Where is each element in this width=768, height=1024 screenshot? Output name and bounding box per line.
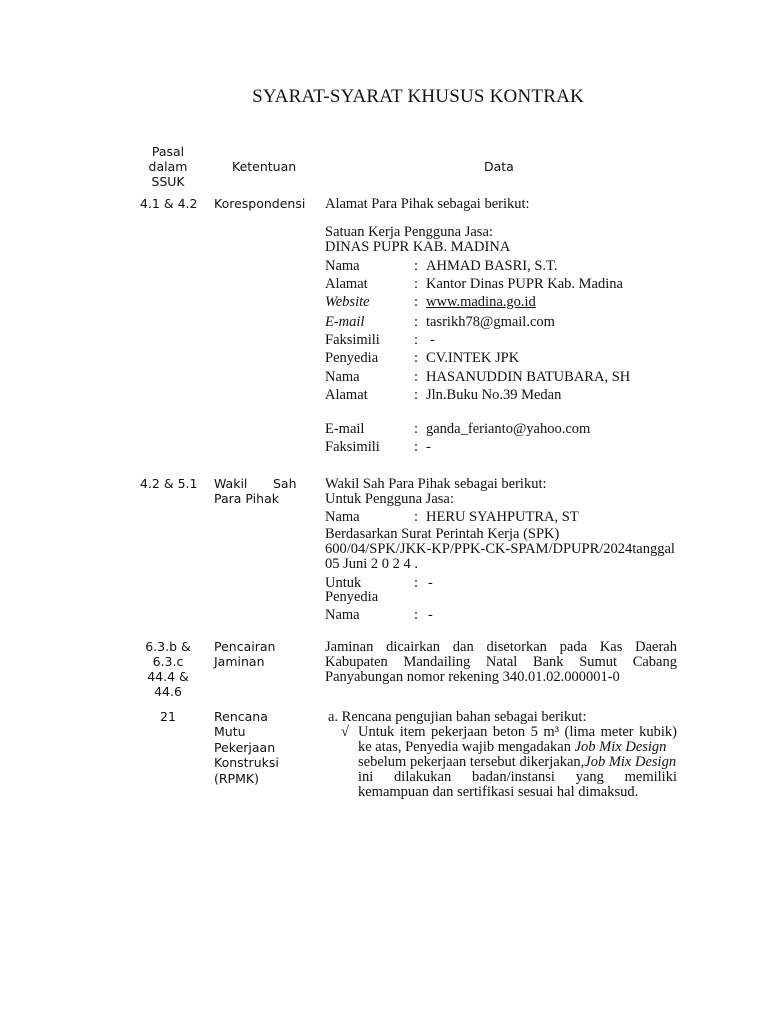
header-ketentuan: Ketentuan xyxy=(232,159,297,174)
field-value: - xyxy=(428,607,433,623)
field-colon: : xyxy=(414,350,419,366)
header-pasal-line: Pasal xyxy=(151,144,185,159)
page-title: SYARAT-SYARAT KHUSUS KONTRAK xyxy=(252,86,584,107)
field-label: E-mail xyxy=(325,314,365,330)
field-value: HASANUDDIN BATUBARA, SH xyxy=(426,369,631,385)
field-label: Untuk xyxy=(325,575,362,591)
field-value: CV.INTEK JPK xyxy=(426,350,520,366)
field-label: Nama xyxy=(325,509,360,525)
field-value: Jln.Buku No.39 Medan xyxy=(426,387,562,403)
field-value: - xyxy=(430,332,435,348)
plan-italic: Job Mix Design xyxy=(584,754,677,770)
field-label: Nama xyxy=(325,258,360,274)
pasal-cell: 4.2 & 5.1 xyxy=(140,476,198,491)
field-label: Nama xyxy=(325,607,360,623)
ketentuan-line: Rencana xyxy=(214,709,268,724)
data-intro: Wakil Sah Para Pihak sebagai berikut: xyxy=(325,476,547,492)
plan-text: sebelum pekerjaan tersebut dikerjakan, xyxy=(358,754,585,770)
field-label: Nama xyxy=(325,369,360,385)
field-colon: : xyxy=(414,276,419,292)
pasal-cell: 21 xyxy=(160,709,176,724)
pasal-line: 6.3.b & xyxy=(145,639,191,654)
website-link[interactable]: www.madina.go.id xyxy=(426,294,536,310)
field-colon: : xyxy=(414,258,419,274)
field-value: ganda_ferianto@yahoo.com xyxy=(426,421,591,437)
plan-text: ke atas, Penyedia wajib mengadakan xyxy=(358,739,575,755)
field-colon: : xyxy=(414,509,419,525)
ketentuan-cell: Para Pihak xyxy=(214,491,279,506)
field-colon: : xyxy=(414,439,419,455)
field-label: Website xyxy=(325,294,370,310)
header-data: Data xyxy=(484,159,514,174)
spk-line: 05 Juni 2 0 2 4 . xyxy=(325,556,419,572)
field-value: - xyxy=(426,439,431,455)
field-value: HERU SYAHPUTRA, ST xyxy=(426,509,579,525)
field-value: Kantor Dinas PUPR Kab. Madina xyxy=(426,276,623,292)
pasal-line: 44.6 xyxy=(154,684,182,699)
field-value: - xyxy=(428,575,433,591)
field-label: Penyedia xyxy=(325,350,379,366)
plan-italic: Job Mix Design xyxy=(574,739,667,755)
ketentuan-cell xyxy=(214,639,275,669)
spk-line: Berdasarkan Surat Perintah Kerja (SPK) xyxy=(325,526,560,542)
field-label: Alamat xyxy=(325,387,368,403)
checkmark-icon: √ xyxy=(341,724,349,740)
field-colon: : xyxy=(414,294,419,310)
ketentuan-line: (RPMK) xyxy=(214,770,259,786)
ketentuan-line: Pekerjaan xyxy=(214,739,276,755)
plan-line: kemampuan dan sertifikasi sesuai hal dimaksud. xyxy=(358,784,639,800)
field-value: AHMAD BASRI, S.T. xyxy=(426,258,558,274)
plan-line xyxy=(358,739,666,755)
plan-line: ini dilakukan badan/instansi yang memiliki xyxy=(358,769,677,785)
ketentuan-cell: Sah xyxy=(273,476,297,491)
plan-item-a: a. Rencana pengujian bahan sebagai berikut: xyxy=(328,709,587,725)
ketentuan-cell xyxy=(214,709,279,786)
ketentuan-line: Jaminan xyxy=(214,654,265,669)
field-colon: : xyxy=(414,421,419,437)
field-colon: : xyxy=(414,314,419,330)
data-line: Kabupaten Mandailing Natal Bank Sumut Cabang xyxy=(325,654,677,670)
plan-line xyxy=(358,754,676,770)
spk-line: 600/04/SPK/JKK-KP/PPK-CK-SPAM/DPUPR/2024tanggal xyxy=(325,541,675,557)
satker-label: Satuan Kerja Pengguna Jasa: xyxy=(325,224,493,240)
field-value: tasrikh78@gmail.com xyxy=(426,314,555,330)
ketentuan-line: Pencairan xyxy=(214,639,276,654)
field-label: Faksimili xyxy=(325,439,380,455)
data-line: Jaminan dicairkan dan disetorkan pada Kas Daerah xyxy=(325,639,677,655)
field-colon: : xyxy=(414,332,419,348)
plan-line: Untuk item pekerjaan beton 5 m³ (lima meter kubik) xyxy=(358,724,677,740)
pasal-line: 44.4 & xyxy=(147,669,189,684)
pasal-cell xyxy=(136,639,200,699)
field-colon: : xyxy=(414,369,419,385)
ketentuan-cell: Wakil xyxy=(214,476,248,491)
field-colon: : xyxy=(414,387,419,403)
field-colon: : xyxy=(414,575,419,591)
field-label: E-mail xyxy=(325,421,365,437)
data-intro: Alamat Para Pihak sebagai berikut: xyxy=(325,196,530,212)
field-colon: : xyxy=(414,607,419,623)
ketentuan-cell: Korespondensi xyxy=(214,196,306,211)
pasal-line: 6.3.c xyxy=(152,654,184,669)
header-pasal-line: dalam xyxy=(148,159,188,174)
satker-name: DINAS PUPR KAB. MADINA xyxy=(325,239,511,255)
ketentuan-line: Mutu xyxy=(214,724,246,740)
field-label: Alamat xyxy=(325,276,368,292)
header-pasal-line: SSUK xyxy=(151,174,185,189)
field-label: Faksimili xyxy=(325,332,380,348)
field-label: Penyedia xyxy=(325,589,379,605)
pasal-cell: 4.1 & 4.2 xyxy=(140,196,198,211)
data-line: Untuk Pengguna Jasa: xyxy=(325,491,454,507)
header-pasal xyxy=(140,144,196,189)
data-line: Panyabungan nomor rekening 340.01.02.000001-0 xyxy=(325,669,620,685)
ketentuan-line: Konstruksi xyxy=(214,755,279,771)
